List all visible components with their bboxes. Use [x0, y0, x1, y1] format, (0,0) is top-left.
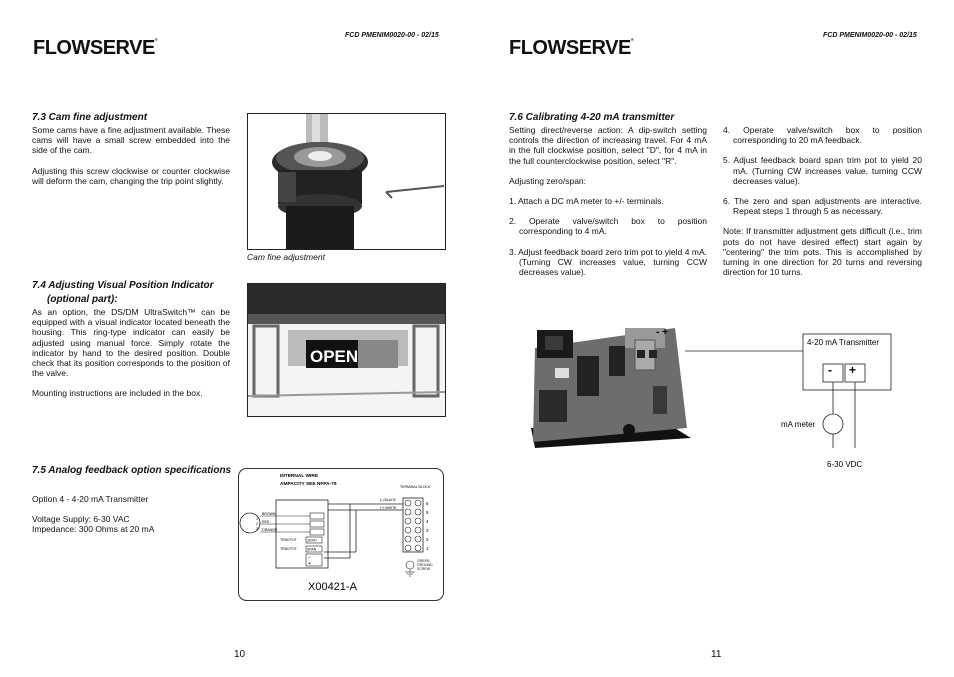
heading-7-6: 7.6 Calibrating 4-20 mA transmitter: [509, 112, 675, 123]
diagram-title-2: AMPACITY SEE NFPA-79: [280, 482, 337, 487]
step-5: 5. Adjust feedback board span trim pot to yield 20 mA. (Turning CW increases value, turning CCW decreases value).: [723, 155, 922, 186]
para-7-4-2: Mounting instructions are included in the box.: [32, 388, 203, 399]
heading-7-4-line1: 7.4 Adjusting Visual Position Indicator: [32, 280, 214, 291]
pot-pin-2: 2: [256, 522, 258, 526]
doc-code-right: FCD PMENIM0020-00 - 02/15: [823, 32, 917, 39]
pot-minus: −: [308, 555, 311, 561]
terminal-block-label: TERMINAL BLOCK: [400, 485, 431, 489]
terminal-6: 6: [426, 501, 429, 506]
terminal-3: 3: [426, 528, 429, 533]
zero-span-heading: Adjusting zero/span:: [509, 175, 587, 186]
ground-screw-label: GREEN GROUND SCREW: [417, 559, 433, 571]
transmitter-board-photo: [531, 328, 691, 448]
position-indicator-photo: [247, 283, 446, 417]
step-4: 4. Operate valve/switch box to position corresponding to 20 mA feedback.: [723, 125, 922, 146]
pot-pin-1: 1: [256, 517, 258, 521]
text-7-3: [32, 125, 230, 196]
voltage-text: Voltage Supply: 6-30 VAC: [32, 514, 130, 525]
terminal-1: 1: [426, 546, 429, 551]
text-7-6-col2: [723, 125, 922, 277]
transmitter-figure: [525, 318, 925, 478]
wiring-diagram: [238, 468, 444, 601]
trim-span-label: TRIM POT: [280, 547, 297, 551]
cam-adjustment-photo: [247, 113, 446, 250]
step-3: 3. Adjust feedback board zero trim pot to yield 4 mA. (Turning CW increases value, turning CCW decreases value).: [509, 246, 707, 278]
para-7-4-1: As an option, the DS/DM UltraSwitch™ can be equipped with a visual indicator located beneath the housing. This ring-type indicator can easily be adjusted using manual force. Simply rotate the indicator by hand to the desired position. Double check that its position corresponds to the position of the valve.: [32, 307, 230, 379]
terminal-plus: +: [849, 363, 857, 377]
pot-pin-3: 3: [256, 527, 258, 531]
terminal-4: 4: [426, 519, 429, 524]
ma-meter-label: mA meter: [781, 420, 816, 429]
heading-7-5: 7.5 Analog feedback option specifications: [32, 465, 232, 476]
zero-label: ZERO: [307, 538, 317, 543]
flowserve-logo-right: FLOWSERVE®: [509, 37, 634, 59]
note-text: Note: If transmitter adjustment gets difficult (i.e., trim pots do not have desired effect) start again by "centering" the trim pots. This is accomplished by turning in one direction for 20 turns and reversing direction for 10 turns.: [723, 226, 922, 278]
ma-meter-symbol: [823, 414, 843, 434]
white-wire-label: (+) WHITE: [380, 506, 397, 510]
diagram-title-1: INTERNAL WIRE: [280, 474, 319, 479]
para-7-3-1: Some cams have a fine adjustment available. These cams will have a small screw embedded into the side of the cam.: [32, 125, 230, 156]
transmitter-label: 4-20 mA Transmitter: [807, 338, 880, 347]
black-wire-label: (-) BLACK: [380, 498, 396, 502]
caption-cam: Cam fine adjustment: [247, 252, 325, 262]
para-7-3-2: Adjusting this screw clockwise or counter clockwise will deform the cam, changing the trip point slightly.: [32, 165, 230, 186]
drawing-number: X00421-A: [308, 581, 357, 593]
text-7-4: [32, 307, 230, 409]
text-7-6-col1: [509, 125, 707, 287]
board-terminal-label: - +: [656, 327, 668, 338]
terminal-5: 5: [426, 510, 429, 515]
span-label: SPAN: [307, 547, 317, 552]
heading-7-4-line2: (optional part):: [47, 294, 118, 305]
flowserve-logo-left: FLOWSERVE®: [33, 37, 158, 59]
heading-7-3: 7.3 Cam fine adjustment: [32, 112, 148, 123]
supply-label: 6-30 VDC: [827, 460, 863, 469]
step-2: 2. Operate valve/switch box to position corresponding to 4 mA.: [509, 216, 707, 237]
wire-brown: BROWN: [262, 512, 276, 516]
step-6: 6. The zero and span adjustments are interactive. Repeat steps 1 through 5 as necessary.: [723, 196, 922, 217]
page-number-right: 11: [711, 649, 722, 660]
pot-plus: +: [308, 561, 311, 567]
terminal-minus: -: [828, 363, 832, 377]
open-label: OPEN: [310, 347, 359, 366]
option-text: Option 4 - 4-20 mA Transmitter: [32, 494, 149, 504]
page-number-left: 10: [234, 649, 246, 660]
terminal-2: 2: [426, 537, 429, 542]
text-7-5: [32, 494, 230, 535]
direct-reverse-text: Setting direct/reverse action: A dip-switch setting controls the direction of increasing travel. For 4 mA in the full clockwise position, select "D", for 4 mA in the full counterclockwise position, select "R".: [509, 125, 707, 166]
wire-red: RED: [262, 520, 270, 524]
step-1: 1. Attach a DC mA meter to +/- terminals.: [509, 196, 664, 207]
wire-orange: ORANGE: [262, 528, 278, 532]
impedance-text: Impedance: 300 Ohms at 20 mA: [32, 524, 155, 535]
trim-zero-label: TRIM POT: [280, 538, 297, 542]
doc-code-left: FCD PMENIM0020-00 - 02/15: [345, 32, 439, 39]
